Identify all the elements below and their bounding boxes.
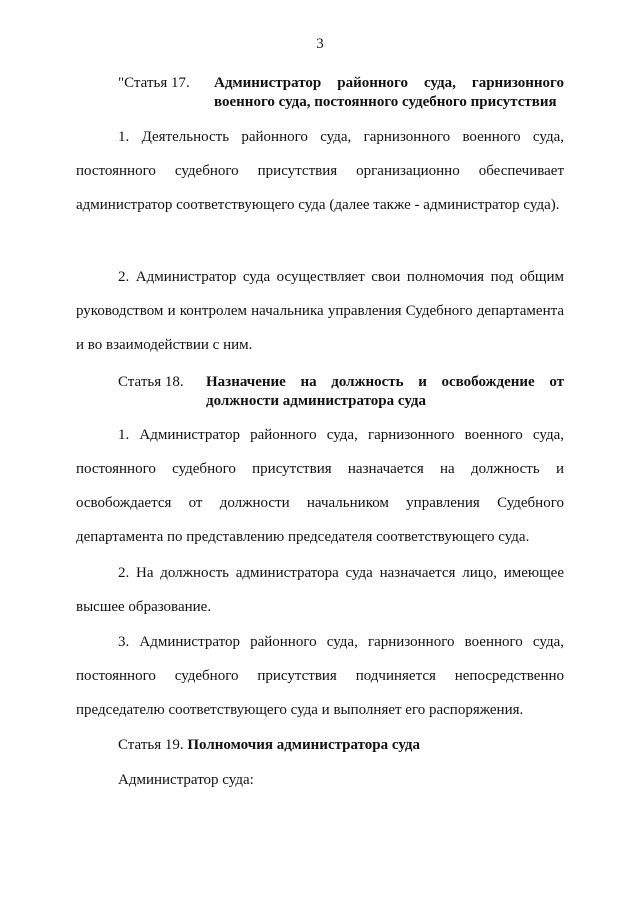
article-18-prefix: Статья 18. <box>118 374 184 390</box>
page-number: 3 <box>316 36 324 52</box>
article-18-heading: Назначение на должность и освобождение от должности администратора суда <box>206 374 564 409</box>
article-17-paragraph-2: 2. Администратор суда осуществляет свои полномочия под общим руководством и контролем начальника управления Судебного департамента и во взаимодействии с ним. <box>76 269 564 353</box>
article-19-heading: Полномочия администратора суда <box>187 737 420 753</box>
article-17-prefix: "Статья 17. <box>118 75 190 91</box>
article-17-heading: Администратор районного суда, гарнизонного военного суда, постоянного судебного присутствия <box>214 75 564 110</box>
article-19-title <box>118 736 420 755</box>
article-18-paragraph-2: 2. На должность администратора суда назначается лицо, имеющее высшее образование. <box>76 565 564 615</box>
article-19-prefix: Статья 19. <box>118 737 184 753</box>
article-17-paragraph-1: 1. Деятельность районного суда, гарнизонного военного суда, постоянного судебного присутствия организационно обеспечивает администратор соответствующего суда (далее также - администратор суда). <box>76 129 564 213</box>
article-18-paragraph-1: 1. Администратор районного суда, гарнизонного военного суда, постоянного судебного присутствия назначается на должность и освобождается от должности начальником управления Судебного департамента по представлению председателя соответствующего суда. <box>76 427 564 545</box>
article-17-title <box>118 74 564 112</box>
article-18-paragraph-3: 3. Администратор районного суда, гарнизонного военного суда, постоянного судебного присутствия подчиняется непосредственно председателю соответствующего суда и выполняет его распоряжения. <box>76 634 564 718</box>
article-18-title <box>118 373 564 411</box>
article-19-intro: Администратор суда: <box>118 772 254 788</box>
